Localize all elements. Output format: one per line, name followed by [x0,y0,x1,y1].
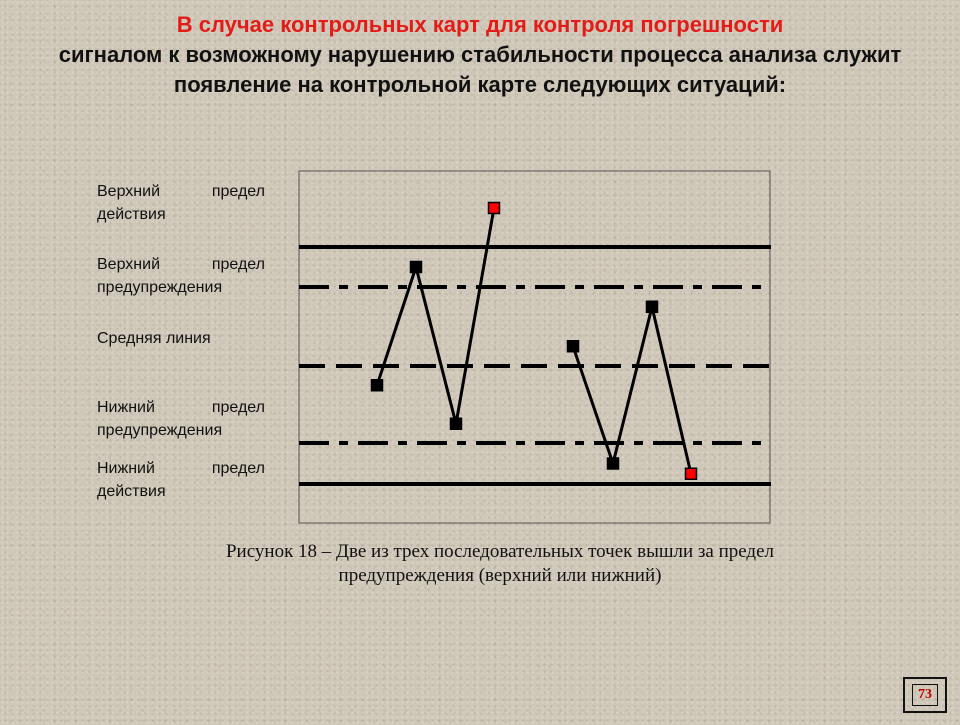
data-points [372,203,697,480]
reference-lines [299,247,771,484]
data-point-1-1 [372,380,383,391]
reference-line-label-4 [97,396,265,442]
reference-line-label-3 [97,327,265,350]
reference-line-label-2 [97,253,265,299]
flagged-point-1-4 [489,203,500,214]
data-point-2-3 [647,301,658,312]
plot-area-frame [299,171,770,523]
caption-line-2: предупреждения (верхний или нижний) [338,565,662,586]
data-point-1-2 [411,262,422,273]
series-line-2 [573,307,691,474]
page-number-box [903,677,947,713]
figure-caption [130,540,870,588]
reference-line-label-5-line-2: действия [97,483,166,500]
reference-line-label-5-line-1: Нижний предел [97,460,265,477]
reference-line-label-4-line-2: предупреждения [97,422,223,439]
series-line-1 [377,208,494,424]
data-point-2-2 [608,458,619,469]
title-rest: сигналом к возможному нарушению стабильности процесса анализа служит появление на контрольной карте следующих ситуаций: [58,42,902,97]
reference-line-label-2-line-1: Верхний предел [97,256,265,273]
reference-line-label-1-line-1: Верхний предел [97,183,265,200]
title-accent-line: В случае контрольных карт для контроля погрешности [176,12,784,37]
page-number: 73 [912,684,938,706]
reference-line-label-2-line-2: предупреждения [97,279,223,296]
data-point-2-1 [568,341,579,352]
reference-line-label-4-line-1: Нижний предел [97,399,265,416]
caption-line-1: Рисунок 18 – Две из трех последовательных точек вышли за предел [225,541,774,562]
flagged-point-2-4 [686,468,697,479]
reference-line-label-1-line-2: действия [97,206,166,223]
reference-line-label-5 [97,457,265,503]
data-point-1-3 [451,418,462,429]
reference-line-label-3-line-1: Средняя линия [97,330,211,347]
reference-line-label-1 [97,180,265,226]
